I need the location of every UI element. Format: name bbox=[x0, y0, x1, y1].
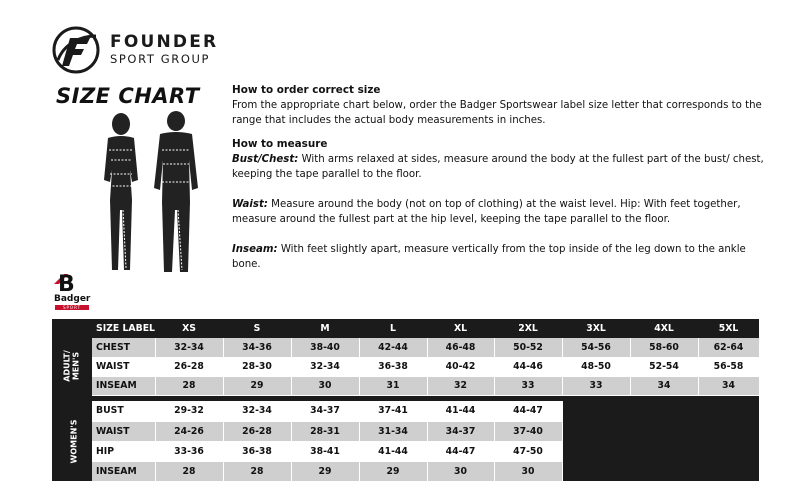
page-title: SIZE CHART bbox=[56, 84, 200, 108]
table-cell: 28 bbox=[223, 461, 291, 481]
table-cell: 32-34 bbox=[155, 338, 223, 357]
row-label: HIP bbox=[92, 441, 155, 461]
table-cell: 38-41 bbox=[291, 441, 359, 461]
bust-label: Bust/Chest: bbox=[232, 154, 299, 165]
body-figures-illustration bbox=[96, 110, 206, 275]
table-cell: 44-47 bbox=[494, 401, 562, 421]
women-group-label: WOMEN'S bbox=[52, 401, 92, 481]
table-cell: 47-50 bbox=[494, 441, 562, 461]
table-row bbox=[52, 401, 759, 421]
table-row bbox=[52, 357, 759, 376]
table-cell: 29 bbox=[359, 461, 427, 481]
waist-text: Measure around the body (not on top of clothing) at the waist level. Hip: With feet together, measure around the fullest part at the hip level, keeping the tape parallel to the floor. bbox=[232, 199, 741, 225]
row-label: WAIST bbox=[92, 421, 155, 441]
table-cell: 50-52 bbox=[494, 338, 562, 357]
adult-group-line-2: MEN'S bbox=[71, 351, 81, 381]
table-cell: 36-38 bbox=[223, 441, 291, 461]
table-cell: 34 bbox=[630, 376, 698, 395]
founder-logo bbox=[50, 24, 220, 76]
table-cell: 44-46 bbox=[494, 357, 562, 376]
table-cell: 33 bbox=[494, 376, 562, 395]
order-text: From the appropriate chart below, order the Badger Sportswear label size letter that corresponds to the range that includes the actual body measurements in inches. bbox=[232, 100, 762, 126]
badger-logo bbox=[54, 272, 92, 312]
size-table bbox=[52, 319, 760, 482]
size-header-3xl: 3XL bbox=[562, 319, 630, 338]
table-cell: 54-56 bbox=[562, 338, 630, 357]
table-row bbox=[52, 338, 759, 357]
row-label: BUST bbox=[92, 401, 155, 421]
table-cell: 29-32 bbox=[155, 401, 223, 421]
bust-text: With arms relaxed at sides, measure around the body at the fullest part of the bust/ chest, keeping the tape parallel to the floor. bbox=[232, 154, 764, 180]
table-cell: 30 bbox=[427, 461, 494, 481]
woman-man-silhouette-icon bbox=[96, 110, 206, 275]
row-label: WAIST bbox=[92, 357, 155, 376]
table-cell: 30 bbox=[494, 461, 562, 481]
table-cell: 37-41 bbox=[359, 401, 427, 421]
table-cell: 34-37 bbox=[427, 421, 494, 441]
inseam-text: With feet slightly apart, measure vertically from the top inside of the leg down to the ankle bone. bbox=[232, 244, 746, 270]
table-cell: 56-58 bbox=[698, 357, 759, 376]
brand-subtitle: SPORT GROUP bbox=[110, 52, 211, 66]
table-cell: 26-28 bbox=[155, 357, 223, 376]
size-label-header: SIZE LABEL bbox=[92, 319, 155, 338]
founder-emblem-icon bbox=[50, 24, 102, 76]
table-cell: 28-31 bbox=[291, 421, 359, 441]
size-header-5xl: 5XL bbox=[698, 319, 759, 338]
table-cell: 33 bbox=[562, 376, 630, 395]
row-label: INSEAM bbox=[92, 376, 155, 395]
table-row bbox=[52, 376, 759, 395]
table-cell: 29 bbox=[223, 376, 291, 395]
table-cell: 31-34 bbox=[359, 421, 427, 441]
table-cell: 29 bbox=[291, 461, 359, 481]
table-cell: 34-37 bbox=[291, 401, 359, 421]
table-cell: 41-44 bbox=[359, 441, 427, 461]
header-corner bbox=[52, 319, 92, 338]
badger-b-mark: B bbox=[58, 272, 75, 297]
table-cell: 30 bbox=[291, 376, 359, 395]
size-header-m: M bbox=[291, 319, 359, 338]
size-header-4xl: 4XL bbox=[630, 319, 698, 338]
waist-label: Waist: bbox=[232, 199, 268, 210]
bust-instruction bbox=[232, 152, 772, 182]
badger-wordmark: Badger bbox=[54, 294, 91, 304]
table-cell: 37-40 bbox=[494, 421, 562, 441]
table-cell: 48-50 bbox=[562, 357, 630, 376]
table-cell: 24-26 bbox=[155, 421, 223, 441]
table-cell: 40-42 bbox=[427, 357, 494, 376]
brand-name: FOUNDER bbox=[110, 32, 219, 52]
table-cell: 28-30 bbox=[223, 357, 291, 376]
table-cell: 34 bbox=[698, 376, 759, 395]
inseam-label: Inseam: bbox=[232, 244, 278, 255]
table-cell: 42-44 bbox=[359, 338, 427, 357]
size-header-s: S bbox=[223, 319, 291, 338]
table-cell: 46-48 bbox=[427, 338, 494, 357]
table-cell: 33-36 bbox=[155, 441, 223, 461]
size-header-xs: XS bbox=[155, 319, 223, 338]
table-cell: 26-28 bbox=[223, 421, 291, 441]
size-table-container bbox=[52, 319, 759, 482]
size-header-2xl: 2XL bbox=[494, 319, 562, 338]
table-cell: 28 bbox=[155, 461, 223, 481]
waist-instruction bbox=[232, 197, 772, 227]
adult-group-line-1: ADULT/ bbox=[62, 350, 72, 382]
measure-heading: How to measure bbox=[232, 138, 328, 150]
table-cell: 32-34 bbox=[291, 357, 359, 376]
size-header-row bbox=[52, 319, 759, 338]
table-cell: 62-64 bbox=[698, 338, 759, 357]
table-cell: 36-38 bbox=[359, 357, 427, 376]
table-cell: 52-54 bbox=[630, 357, 698, 376]
table-cell: 32 bbox=[427, 376, 494, 395]
table-cell: 31 bbox=[359, 376, 427, 395]
adult-group-label bbox=[52, 338, 92, 395]
badger-sport-bar: SPORT bbox=[55, 305, 89, 310]
row-label: INSEAM bbox=[92, 461, 155, 481]
table-cell: 38-40 bbox=[291, 338, 359, 357]
empty-region bbox=[562, 401, 759, 481]
order-heading: How to order correct size bbox=[232, 84, 381, 96]
table-cell: 58-60 bbox=[630, 338, 698, 357]
size-header-l: L bbox=[359, 319, 427, 338]
table-cell: 32-34 bbox=[223, 401, 291, 421]
row-label: CHEST bbox=[92, 338, 155, 357]
size-header-xl: XL bbox=[427, 319, 494, 338]
table-cell: 41-44 bbox=[427, 401, 494, 421]
table-cell: 44-47 bbox=[427, 441, 494, 461]
table-cell: 28 bbox=[155, 376, 223, 395]
inseam-instruction bbox=[232, 242, 772, 272]
instructions-block bbox=[232, 83, 772, 272]
table-cell: 34-36 bbox=[223, 338, 291, 357]
